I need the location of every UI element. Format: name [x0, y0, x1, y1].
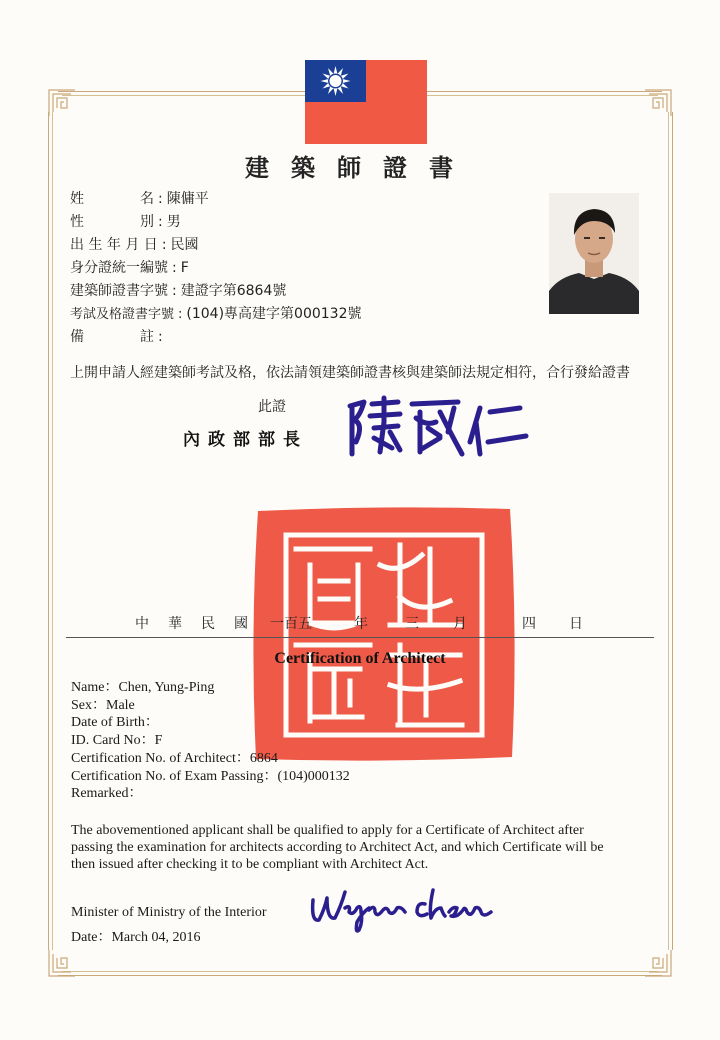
- en-statement-paragraph: The abovementioned applicant shall be qualified to apply for a Certificate of Architect after passing the examination for architects according to Architect Act, and which Certificate will be then issued after checking it to be compliant with Architect Act.: [71, 823, 604, 872]
- zh-ci-zheng: 此證: [258, 399, 286, 415]
- zh-field-label: 姓 名: [70, 191, 154, 207]
- zh-date-hua: 華: [168, 616, 182, 632]
- en-minister-label: Minister of Ministry of the Interior: [71, 905, 267, 920]
- corner-ornament-bottom-right: [643, 948, 673, 978]
- en-field-label: Date of Birth: [71, 715, 145, 730]
- zh-date-year-value: 一百五: [270, 616, 312, 632]
- en-colon: ：: [263, 769, 278, 784]
- zh-date-guo: 國: [234, 616, 248, 632]
- portrait-photo: [549, 193, 639, 314]
- en-field-label: Name: [71, 680, 105, 695]
- en-field-label: ID. Card No: [71, 733, 141, 748]
- en-field-value: (104)000132: [277, 769, 350, 784]
- en-colon: ：: [144, 715, 159, 730]
- zh-field-cert-no: [70, 280, 286, 300]
- en-date-value: March 04, 2016: [111, 930, 201, 945]
- en-field-remarks: [71, 782, 143, 802]
- zh-field-label: 身分證統一編號: [70, 260, 168, 276]
- official-seal-icon: [250, 505, 518, 763]
- en-colon: ：: [128, 786, 143, 801]
- frame-bottom-inner-line: [62, 971, 658, 972]
- zh-field-name: [70, 188, 209, 208]
- zh-colon: :: [158, 329, 163, 345]
- zh-field-remarks: [70, 326, 167, 346]
- zh-colon: :: [158, 214, 163, 230]
- zh-colon: :: [158, 191, 163, 207]
- zh-field-id: [70, 257, 189, 277]
- zh-date-day-value: 四: [522, 616, 536, 632]
- zh-field-label: 考試及格證書字號: [70, 307, 175, 322]
- zh-field-value: 民國: [170, 237, 199, 253]
- zh-date-month-label: 月: [453, 616, 467, 632]
- en-colon: ：: [235, 751, 250, 766]
- en-field-value: Male: [106, 698, 135, 713]
- zh-minister-signature: [340, 392, 540, 462]
- en-field-name: [71, 676, 214, 696]
- en-date-row: [71, 926, 200, 946]
- en-field-label: Certification No. of Exam Passing: [71, 769, 264, 784]
- en-colon: ：: [104, 680, 119, 695]
- zh-field-value: 陳傭平: [166, 191, 209, 207]
- en-field-cert-no: [71, 747, 278, 767]
- zh-field-label: 備 註: [70, 329, 154, 345]
- frame-left-line: [48, 112, 49, 950]
- en-field-id: [71, 729, 162, 749]
- section-divider: [66, 637, 654, 638]
- zh-colon: :: [172, 260, 177, 276]
- zh-field-label: 出 生 年 月 日: [70, 237, 158, 253]
- roc-flag-icon: [305, 60, 427, 144]
- en-field-value: F: [154, 733, 163, 748]
- zh-field-value: 建證字第6864號: [180, 283, 287, 299]
- corner-ornament-bottom-left: [47, 948, 77, 978]
- zh-colon: :: [161, 237, 167, 253]
- zh-field-exam-no: [70, 303, 362, 323]
- zh-date-zhong: 中: [135, 616, 149, 632]
- en-field-birth: [71, 711, 159, 731]
- zh-field-value: 男: [166, 214, 181, 230]
- en-field-value: 6864: [249, 751, 278, 766]
- certificate-title-en: Certification of Architect: [274, 650, 446, 667]
- zh-field-sex: [70, 211, 181, 231]
- zh-date-min: 民: [201, 616, 215, 632]
- zh-date-month-value: 三: [405, 616, 419, 632]
- corner-ornament-top-left: [47, 88, 77, 118]
- certificate-title-zh: 建築師證書: [245, 154, 475, 182]
- zh-date-day-label: 日: [569, 616, 583, 632]
- zh-field-label: 性 別: [70, 214, 154, 230]
- en-minister-signature: [305, 878, 505, 938]
- frame-bottom-line: [58, 975, 662, 976]
- frame-right-line: [672, 112, 673, 950]
- frame-right-inner-line: [668, 112, 669, 950]
- zh-statement-paragraph: 上開申請人經建築師考試及格，依法請領建築師證書核與建築師法規定相符，合行發給證書: [70, 365, 630, 381]
- zh-field-value: F: [180, 260, 189, 276]
- en-colon: ：: [140, 733, 155, 748]
- zh-minister-title: 內政部部長: [183, 430, 308, 450]
- corner-ornament-top-right: [643, 88, 673, 118]
- zh-field-birth: [70, 234, 199, 254]
- en-date-label: Date: [71, 930, 98, 945]
- frame-left-inner-line: [52, 112, 53, 950]
- en-colon: ：: [97, 930, 112, 945]
- zh-colon: :: [172, 283, 177, 299]
- zh-field-value: (104)專高建字第000132號: [186, 306, 362, 322]
- en-field-label: Certification No. of Architect: [71, 751, 236, 766]
- zh-colon: :: [178, 307, 183, 322]
- en-field-label: Remarked: [71, 786, 129, 801]
- en-colon: ：: [92, 698, 106, 713]
- en-field-label: Sex: [71, 698, 92, 713]
- en-field-value: Chen, Yung-Ping: [118, 680, 215, 695]
- zh-field-label: 建築師證書字號: [70, 283, 168, 299]
- zh-date-year-label: 年: [354, 616, 368, 632]
